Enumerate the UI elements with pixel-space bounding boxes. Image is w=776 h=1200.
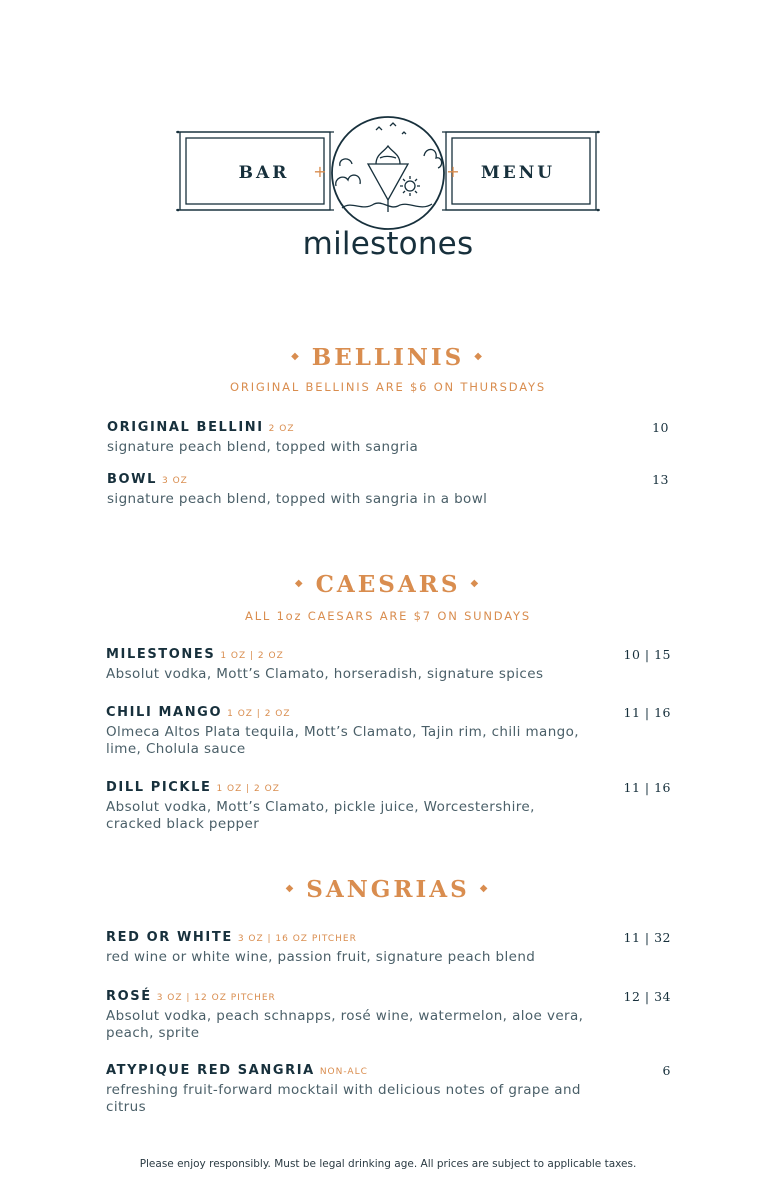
diamond-icon: ◆ [285,882,297,894]
diamond-icon: ◆ [470,577,482,589]
item-price: 10 | 15 [623,647,671,662]
item-price: 6 [662,1063,671,1078]
menu-word: MENU [480,163,556,183]
logo-plus-left: + [313,162,327,181]
section-title-caesars: ◆ CAESARS ◆ [294,571,482,598]
diamond-icon: ◆ [294,577,306,589]
item-name: ROSÉ [106,989,152,1004]
item-size: 1 OZ | 2 OZ [216,784,280,794]
item-size: 1 OZ | 2 OZ [227,709,291,719]
brand-name: milestones [302,226,474,262]
menu-item [106,705,671,758]
item-size: 3 OZ | 12 OZ PITCHER [156,993,276,1003]
item-size: 3 OZ | 16 OZ PITCHER [237,934,357,944]
bar-word: BAR [238,163,290,183]
item-size: 2 OZ [268,424,295,434]
item-name: BOWL [107,472,157,487]
item-description: Absolut vodka, peach schnapps, rosé wine, watermelon, aloe vera, peach, sprite [106,1008,584,1041]
item-name: MILESTONES [106,647,216,662]
item-name: ORIGINAL BELLINI [107,420,264,435]
logo-plus-right: + [446,162,460,181]
item-description: Absolut vodka, Mott’s Clamato, pickle juice, Worcestershire, cracked black pepper [106,799,535,832]
item-description: Olmeca Altos Plata tequila, Mott’s Clamato, Tajin rim, chili mango, lime, Cholula sauce [106,724,579,757]
item-description: refreshing fruit-forward mocktail with delicious notes of grape and citrus [106,1082,581,1115]
menu-item [107,472,669,508]
menu-item [106,930,671,966]
diamond-icon: ◆ [291,350,302,362]
legal-footer: Please enjoy responsibly. Must be legal drinking age. All prices are subject to applicable taxes. [139,1158,637,1170]
item-size: 1 OZ | 2 OZ [220,651,284,661]
section-title-bellinis: ◆ BELLINIS ◆ [291,344,485,371]
diamond-icon: ◆ [474,350,485,362]
menu-item [106,780,671,833]
item-price: 11 | 16 [623,705,671,720]
diamond-icon: ◆ [479,882,491,894]
section-subtitle-caesars: ALL 1oz CAESARS ARE $7 ON SUNDAYS [245,609,531,623]
section-title-sangrias: ◆ SANGRIAS ◆ [285,876,491,903]
item-size: NON-ALC [319,1067,368,1077]
item-name: RED OR WHITE [106,930,233,945]
item-price: 12 | 34 [623,989,671,1004]
item-size: 3 OZ [161,476,188,486]
item-price: 13 [652,472,669,487]
item-description: signature peach blend, topped with sangria [107,439,419,455]
menu-item [106,1063,671,1116]
item-price: 11 | 16 [623,780,671,795]
item-description: red wine or white wine, passion fruit, signature peach blend [106,949,536,965]
item-description: signature peach blend, topped with sangria in a bowl [107,491,488,507]
menu-item [106,647,671,683]
item-name: ATYPIQUE RED SANGRIA [106,1063,315,1078]
item-description: Absolut vodka, Mott’s Clamato, horseradish, signature spices [106,666,544,682]
item-price: 10 [652,420,669,435]
item-name: CHILI MANGO [106,705,223,720]
menu-item [107,420,669,456]
item-name: DILL PICKLE [106,780,212,795]
section-subtitle-bellinis: ORIGINAL BELLINIS ARE $6 ON THURSDAYS [230,380,546,394]
bar-menu-logo [176,116,600,230]
menu-item [106,989,671,1042]
item-price: 11 | 32 [623,930,671,945]
